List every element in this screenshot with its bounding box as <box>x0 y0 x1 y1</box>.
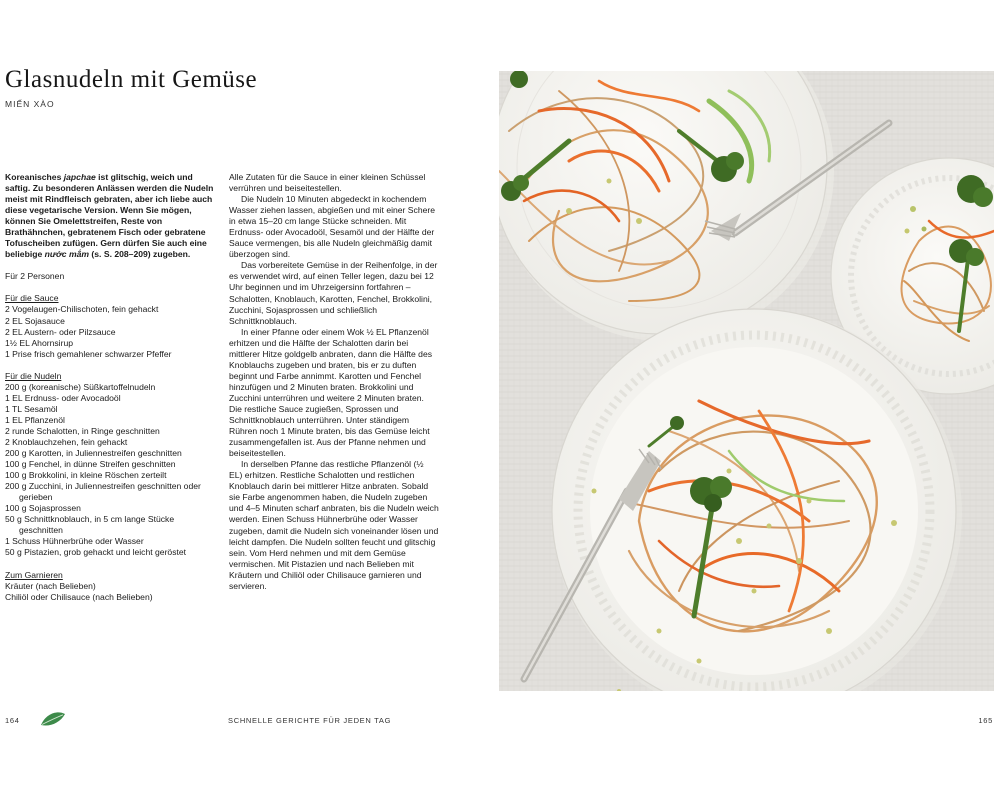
sauce-heading: Für die Sauce <box>5 293 59 304</box>
method-paragraph: Die Nudeln 10 Minuten abgedeckt in kochendem Wasser ziehen lassen, abgießen und mit einer Schere in etwa 15–20 cm lange Stücke schneiden. Mit Erdnuss- oder Avocadoöl, Sesamöl und der Hälfte der Sauce vermengen, bis alle Nudeln gleichmäßig damit überzogen sind. <box>229 194 436 260</box>
recipe-subtitle: MIẾN XÀO <box>5 99 55 109</box>
noodles-item: 200 g Karotten, in Juliennestreifen geschnitten <box>5 448 182 459</box>
garnish-item: Kräuter (nach Belieben) <box>5 580 96 591</box>
garnish-heading: Zum Garnieren <box>5 569 63 580</box>
leaf-icon <box>40 711 66 727</box>
noodles-item: 200 g Zucchini, in Juliennestreifen geschnitten oder <box>5 481 201 492</box>
page-number-left: 164 <box>5 716 20 725</box>
noodle-dish-photo <box>499 71 994 691</box>
noodles-item: 1 Schuss Hühnerbrühe oder Wasser <box>5 536 144 547</box>
noodles-item: 50 g Pistazien, grob gehackt und leicht geröstet <box>5 547 187 558</box>
noodles-item: 1 TL Sesamöl <box>5 403 58 414</box>
sauce-item: 2 EL Sojasauce <box>5 315 65 326</box>
sauce-item: 2 Vogelaugen-Chilischoten, fein gehackt <box>5 304 159 315</box>
intro-emphasis-2: nước mắm <box>44 249 90 260</box>
noodles-item: 100 g Sojasprossen <box>5 503 81 514</box>
method-column <box>229 172 439 592</box>
ingredients-column <box>5 172 216 603</box>
noodles-heading: Für die Nudeln <box>5 370 62 381</box>
method-paragraph: In einer Pfanne oder einem Wok ½ EL Pflanzenöl erhitzen und die Hälfte der Schalotten darin bei mittlerer Hitze goldgelb anbraten, dann die Hälfte des Knoblauchs zugeben und braten, bis er zu duften beginnt und Farbe annimmt. Karotten und Fenchel hinzufügen und 2 Minuten braten. Brokkolini und Zucchini unterrühren und weitere 2 Minuten braten. Die restliche Sauce zugießen, Sprossen und Schnittknoblauch unterrühren. Unter ständigem Rühren noch 1 Minute braten, bis das Gemüse leicht zusammengefallen ist. Aus der Pfanne nehmen und beiseitestellen. <box>229 326 433 459</box>
noodles-item: 2 Knoblauchzehen, fein gehackt <box>5 436 128 447</box>
sauce-item: 2 EL Austern- oder Pilzsauce <box>5 326 116 337</box>
page-number-right: 165 <box>978 716 993 725</box>
left-page <box>0 0 498 800</box>
method-paragraph: Das vorbereitete Gemüse in der Reihenfolge, in der es verwendet wird, auf einen Teller legen, dazu bei 12 Uhr beginnen und im Uhrzeigersinn fortfahren – Schalotten, Knoblauch, Karotten, Fenchel, Brokkolini, Zucchini, Sojasprossen und schließlich Schnittknoblauch. <box>229 260 438 326</box>
method-paragraph: Alle Zutaten für die Sauce in einer kleinen Schüssel verrühren und beiseitestellen. <box>229 172 426 194</box>
noodles-item: 200 g (koreanische) Süßkartoffelnudeln <box>5 381 156 392</box>
running-title: SCHNELLE GERICHTE FÜR JEDEN TAG <box>228 716 392 725</box>
noodles-item: 100 g Fenchel, in dünne Streifen geschnitten <box>5 459 176 470</box>
noodles-item-continued: gerieben <box>19 492 53 503</box>
noodles-item: 50 g Schnittknoblauch, in 5 cm lange Stücke <box>5 514 175 525</box>
intro-emphasis: japchae <box>63 172 96 182</box>
noodles-item: 1 EL Erdnuss- oder Avocadoöl <box>5 392 121 403</box>
servings: Für 2 Personen <box>5 271 65 282</box>
noodles-item: 100 g Brokkolini, in kleine Röschen zerteilt <box>5 470 167 481</box>
sauce-item: 1 Prise frisch gemahlener schwarzer Pfeffer <box>5 348 172 359</box>
noodles-item-continued: geschnitten <box>19 525 63 536</box>
recipe-title: Glasnudeln mit Gemüse <box>5 66 258 93</box>
sauce-item: 1½ EL Ahornsirup <box>5 337 73 348</box>
noodles-item: 2 runde Schalotten, in Ringe geschnitten <box>5 425 160 436</box>
garnish-item: Chiliöl oder Chilisauce (nach Belieben) <box>5 591 153 602</box>
method-paragraph: In derselben Pfanne das restliche Pflanzenöl (½ EL) erhitzen. Restliche Schalotten und restlichen Knoblauch darin bei mittlerer Hitze anbraten. Sobald sie Farbe angenommen haben, die Nudeln zugeben und 4–5 Minuten scharf anbraten, bis die Nudeln weich werden. Einen Schuss Hühnerbrühe oder Wasser zugeben, damit die Nudeln sich voneinander lösen und leicht dampfen. Die Nudeln sollten feucht und glitschig sein. Vom Herd nehmen und mit dem Gemüse vermischen. Mit Pistazien und nach Belieben mit Kräutern und Chiliöl oder Chilisauce garnieren und servieren. <box>229 459 439 591</box>
noodles-item: 1 EL Pflanzenöl <box>5 414 65 425</box>
intro-paragraph: Koreanisches japchae ist glitschig, weich und saftig. Zu besonderen Anlässen werden die Nudeln meist mit Rindfleisch gebraten, aber ich liebe auch diese vegetarische Version. Wenn Sie mögen, können Sie Omelettstreifen, Reste von Brathähnchen, gebratenem Fisch oder gebratene Tofuscheiben zufügen. Gern dürfen Sie auch eine beliebige nước mắm (s. S. 208–209) zugeben. <box>5 172 214 260</box>
